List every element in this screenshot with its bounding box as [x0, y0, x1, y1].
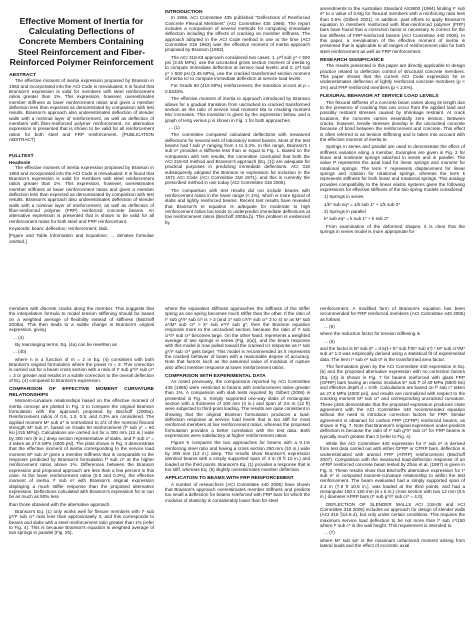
fulltext-heading: FULLTEXT	[9, 154, 34, 160]
column-1-bottom	[9, 306, 154, 628]
body-paragraph: reinforcement. A modified form of Branson's equation has been recommended for FRP reinforced members (ACI Committee 440 2006) as follows	[320, 306, 465, 322]
intro-continued: amendments to the Australian Standard AS3600 (1994) limiting I* sub e* to a value of 0.6Ig for flexural members with a reinforcing ratio less than 0.5% (Gilbert 2001). In addition, past efforts to apply Branson's equation to members reinforced with fiber-reinforced polymer (FRP) bars have found that a correction factor is necessary to correct for the low stiffness of FRP-reinforced beams (ACI Committee 440 2006). In this paper, a reevaluation of the effective moment of inertia is presented that is applicable to all ranges of reinforcement ratio for both steel reinforcement as well as FRP reinforcement.	[320, 6, 465, 54]
body-paragraph: than those obtained with the alternative approach.	[9, 501, 111, 507]
intro-paragraph: For Grade 60 (415 MPa) reinforcement, the transition occurs at p = 0.8333%.	[165, 83, 310, 94]
column-2-top	[165, 6, 310, 304]
research-significance-heading: RESEARCH SIGNIFICANCE	[320, 58, 384, 64]
comparison-heading: COMPARISON OF EFFECTIVE MOMENT CURVATURE RELATIONSHIPS	[9, 387, 154, 398]
headnote-heading: Headnote	[9, 159, 31, 165]
figure-note: [Figure and Table Information and Equations; ... denotes formulae omitted.]	[9, 233, 154, 244]
column-1-top	[9, 6, 154, 304]
frp-heading: APPLICATION TO BEAMS WITH FRP REINFORCEMENT	[165, 476, 294, 482]
intro-paragraph: The comparison with test results did not include beams with reinforcement ratios in the lower range (< 1%), which is more typical of slabs and lightly reinforced beams. Recent test results have revealed that Branson's Ie equation is adequate for moderate to high reinforcement ratios but tends to underpredict immediate deflections at low reinforcement ratios (Bischoff 2005a,b). This problem is evidenced by	[165, 187, 310, 225]
introduction-heading: INTRODUCTION	[165, 10, 203, 15]
body-paragraph: DEFLECTION OF SLENDER WALLS ACI 318-05 and ACI Committee 318 2005) includes an approach for design of slender walls (ACI 318 §14.8.4), but only under certain conditions. This requires the maximum service load deflection to be not more than l* sub c*/150 where l* sub c* is the wall height. This requirement is intended to	[320, 501, 465, 529]
column-3-top	[320, 6, 465, 304]
body-paragraph: where n is a function of m = 2 in Eq. (4) consistent with both Branson's original formulation where the power m = 3. This correction is carried out for a beam cross section with a ratio of I* sub g*/I* sub cr* = 3 or greater and results in a subtle correction to the overall deflection of Eq. (4) compared to Branson's expression.	[9, 356, 154, 384]
body-paragraph: members with discrete cracks along the member. This suggests that the interpolation formula to model tension stiffening should be based on a weighted average of flexibility instead of stiffness (Bischoff 2005a). This then leads to a subtle change in Branson's original expression, giving	[9, 306, 154, 333]
intro-paragraph: The ACI 318-63 approach considered two cases: 1. p*f sub y* < 500 psi (3.45 MPa), use the uncracked gross section moment of inertia Ig to compute immediate deflection at service load levels; and 2. p*f sub y* > 500 psi (3.45 MPa), use the cracked transformed section moment of inertia Icr to compute immediate deflection at service load levels.	[165, 54, 310, 82]
body-paragraph: As noted previously, the comparisons reported by ACI Committee 435 (1966) were restricted to beams with reinforcement ratios greater than 1%. A comparison with slab tests reported by Gilbert (2006) is presented in Fig. 6. Simply supported one-way slabs of rectangular section with a thickness of 100 mm (4 in.) and span of 3.6 m (12 ft) were subjected to third-point loading. The results are quite consistent in showing that the original Branson formulation produces a load-deflection response at service load levels that is too stiff for most reinforced members at low reinforcement ratios, whereas the proposed formulation provides a better correlation with the test data. Both expressions were satisfactory at higher reinforcement ratios.	[165, 379, 310, 438]
flexural-paragraph: Springs in series and parallel are used to demonstrate the effect of stiffness variation along a member. Examples are given in Fig. 2 for linear and nonlinear springs attached in series and in parallel. The value P represents the axial load for linear springs and moment for rotational springs. The term Y represents displacement for linear springs and rotation for rotational springs, whereas the term k represents stiffness for both linear and rotational springs. This analogy provides compatibility to the linear elastic systems gives the following expressions for effective stiffness of the two spring models considered:	[320, 144, 465, 192]
flexural-behavior-heading: FLEXURAL BEHAVIOR AT SERVICE LOAD LEVELS	[320, 94, 439, 100]
body-paragraph: and the factor is B* sub d* = 0.5(1+ E* sub f*/E* sub s*) * M* sub cr*/M* sub a* 1.0 was empirically derived using a statistical fit of experimental data. The term I* sub e* sub 0* is the transformed area factor.	[320, 346, 465, 362]
body-paragraph: Moment-curvature relationships based on the effective moment of inertia concept are plotted in Fig. 3 to compare the original Branson formulation with the approach proposed by Bischoff (2005a). Reinforcement ratios of 0.5, 1.0, 0.5, and 0.3% are considered. The applied moment M* sub a* is normalized to 2/3 of the nominal flexural strength M* sub n*, based on Grade 60 reinforcement (f* sub y* = 60 ksi [415 MPa]). Calculations are carried out for a 300 mm (12 in.) wide by 300 mm (8 in.) deep section representative of slabs, and f* sub c* = 4 taken as 27.6 MPa (4000 psi). The plots shown in Fig. 3 demonstrate that the effective moment of inertia corresponding to the service load moment M* sub a* gives a member stiffness that is comparable to the response predicted by Branson's formulation f* sub ci* at the higher reinforcement ratios above 1%. Differences between the Branson expression and proposed approach are less than a few percent in this case. At the lower reinforcement ratios (0.5 and 0.3%), the effective moment of inertia I* sub e* with Branson's original expression displaying a much stiffer response than the proposed alternative expression. Deflections calculated with Branson's expression for Ie can be as much as 50% less	[9, 398, 154, 500]
body-paragraph: where the reduction factor for tension stiffening is	[320, 331, 421, 337]
headnote-text: The effective moment of inertia expression proposed by Branson in 1963 and incorporated into the ACI Code is reevaluated. It is found that Branson's expression is valid for members with steel reinforcement ratios greater than 1%. This expression, however, overestimates member stiffness at lower reinforcement ratios and gives a member deflection less than expected as demonstrated by comparison with test results. Branson's approach also underestimates deflection of slender walls with a nominal layer of reinforcement, as well as deflection of fiber-reinforced polymer (FRP) reinforced concrete beams. An alternative expression is presented that is shown to be valid for all reinforcement ratios for both steel and FRP reinforcement.	[9, 165, 154, 224]
intro-paragraph: The effective moment of inertia Ie approach introduced by Branson allows for a gradual transition from uncracked to cracked transformed section as the ratio of service load moment Ma to cracking moment Mcr increases. This transition is given by the expression below, and a graph of Ie/Ig versus p is shown in Fig. 1 for both approaches.	[165, 96, 310, 123]
column-2-bottom	[165, 306, 310, 628]
body-paragraph: A number of researchers (ACI Committee 440 2006) have shown that Branson's approach overestimates member stiffness and predicts too small a deflection for beams reinforced with FRP bars for which the modulus of elasticity is considerably lower than for steel	[165, 481, 310, 503]
research-significance-text: The results presented in this paper are directly applicable to design practice related to deflection control of structural concrete members. This paper shows that the current ACI Code expression for Ie underestimates deflection of lightly reinforced concrete members (p < 1%) and FRP reinforced members (p < 2.5%).	[320, 63, 465, 90]
body-paragraph: By rearranging terms, Eq. (4a) can be rewritten as	[15, 342, 117, 348]
spring-equation: k* sub eq* = k sub 1* + k sub 2*	[324, 216, 389, 222]
abstract-text: The effective moment of inertia expression proposed by Branson in 1963 and incorporated into the ACI Code is reevaluated. It is found that Branson's expression is valid for members with steel reinforcement ratios greater than 1%. This expression, however, overestimates member stiffness at lower reinforcement ratios and gives a member deflection less than expected as demonstrated by comparison with test results. Branson's approach also underestimates deflection of slender walls with a nominal layer of reinforcement, as well as deflection of members with fiber-reinforced polymer reinforcement. An alternative expression is presented that is shown to be valid for all reinforcement ratios for both steel and FRP reinforcement. [PUBLICATION ABSTRACT]	[9, 78, 154, 143]
body-paragraph: The formulation given by the ACI Committee 440 expression in Eq. (5) and the proposed alternative expression with no correction factors (Eq. (4)) is shown in Fig. 7 for beams reinforced with glass FRP (GFRP) bars having an elastic modulus E* sub f* of 40 MPa (5800 ksi) and effective depth d = 0.9h. Calculations are based on f* sub c* taken as 27.6 MPa (4000 psi), and results are normalized with respect to the cracking moment M* sub cr* and corresponding uncracked curvature. These plots demonstrate that the proposed expression produces close agreement with the ACI Committee 440 recommended equation without the need to introduce correction factors for FRP. Similar agreement is obtained for carbon FRP (CFRP) reinforced beams, as shown in Fig. 7. Note that Branson's original expression under-predicts deflection is because the ratio of I* sub g*/I* sub cr* for FRP beams is typically much greater than 3 (refer to Fig. 4).	[320, 364, 465, 439]
intro-paragraph: The committee compared calculated deflections with measured deflections for several sets of laboratory tested beams. Most of the test beams had f sub y* ranging from 1 to 3.2%. In this range, Branson's I sub e* provides a stiffness less than or equal to Fig. 1. Based on the comparison with test results, the committee concluded that both the ACI 318-63 method and Branson's approach (Eq. (1)) are adequate for practical purposes in predicting immediate deflections. ACI 318 subsequently adopted the Branson Ie expression for inclusion in the 1971 ACI Code (ACI Committee 318 1971), and this is currently the prescribed method in use today (ACI Committee 318 2005).	[165, 132, 310, 186]
spring-equation: 1/k* sub eq* = 1/k sub 1* + 1/k sub 2*	[324, 201, 401, 207]
body-paragraph: where M* sub sa* is the maximum unfactored moment arising from lateral loads and the effect of eccentric axial	[320, 537, 465, 549]
paper-title: Effective Moment of Inertia for Calculating Deflections of Concrete Members Containing Steel Reinforcement and Fiber-Reinforced Polymer Reinforcement	[9, 16, 154, 67]
equation-7: ... (7)	[324, 530, 335, 536]
spring-case: 2) Springs in parallel	[324, 209, 366, 215]
flexural-paragraph: From examination of the deformed shapes, it is clear that the springs in series model is more appropriate for	[320, 223, 465, 235]
body-paragraph: Figure 6 compares the two approaches for beams with a 0.1% reinforcing steel ratio and having a cross section 250 mm (10 in.) wide by 300 mm (12 in.) deep. The results show Branson's expression identical beams with a simply supported span of 3 m (9 ft 10 in.) and loaded at the third points. Branson's Eq. (1) provides a response that is too stiff, whereas Eq. (6) slightly overestimates member deflection.	[165, 440, 310, 472]
flexural-paragraph: The flexural stiffness of a concrete beam varies along its length due to the presence of cracking that can occur from the applied load and possibly restraint stresses caused by shrinkage restraint. At crack locations, the concrete carries essentially zero tension. Between cracks, however, tensile stresses develop in the uncracked concrete because of bond between the reinforcement and concrete. This effect is often referred to as tension stiffening and is taken into account with the effective moment of inertia Ie.	[320, 99, 465, 142]
body-paragraph: where the equivalent stiffness approaches the stiffness of the stiffer spring as one spring becomes much stiffer than the other. If the ratio of I* sub g*/I* sub cr* is > 3 (and 1* sub ci*/I* sub cr* 3 to 4) or as M* sub a*/M* sub cr* > k* sub e*/I* sub g*, then the Branson equation responds more to the uncracked section, because the ratio of I* sub ci*/I* sub cr* becomes large. On the other hand, represents a weighted average of two springs in series (Fig. 2(a)), and the beam response with this model is now pulled toward the cracked Icr response as I* sub g*/I* sub cr* gets larger. This model is recommended as it represents the cracked behavior of beam with a reasonable degree of accuracy. Note that factors such as the assumed value of modulus of rupture also affect member response at lower reinforcement ratios.	[165, 306, 310, 370]
body-paragraph: While the ACI Committee 440 expression for I* sub e* is derived from test data carried out with either GFRP or CFRP bars, deflection is underestimated with aramid FRP (AFRP) reinforcement (Bischoff 2007). Comparison with the measured load-deflection response of an AFRP reinforced concrete beam tested by Zhao et al. (1997) is given in Fig. 8. These results show that Bischoff's alternative expression for I* sub e* is computed moment-curvature relationship to within the test reinforcement. The beam evaluated had a simply supported span of 2.4 m (7.9 ft 10.5 in.), was loaded at the third points, and had a rectangular 150 x 150 mm (6 x 6 in.) cross section with two 12 mm (0.5 in.) diameter AFRP bars (I* sub g*/I* sub cr* = 4.0).	[320, 440, 465, 500]
keywords: Keywords: beam; deflection; reinforcement; slab.	[9, 225, 109, 231]
column-3-bottom	[320, 306, 465, 628]
equation-4b: ... (4b)	[13, 349, 27, 355]
equation-5: ... (5)	[324, 324, 335, 330]
body-paragraph: Branson's Eq. (1) only works well for flexure members with I* sub g*/I* sub cr* ratio less than approximately 3, and this corresponds to beams and slabs with a steel reinforcement ratio greater than 1% (refer to Fig. 4). This is because Branson's equation is weighted average of two springs in parallel (Fig. 2b),	[9, 509, 154, 536]
abstract-heading: ABSTRACT	[9, 73, 36, 79]
intro-paragraph: In 1966, ACI Committee 435 published "Deflections of Reinforced Concrete Flexural Members" (ACI Committee 435 1966). The report includes a comparison of several methods for computing immediate deflection including the effects of cracking on member stiffness. The approach adopted in the ACI Code method in use at the time (ACI Committee 318 1963) was the effective moment of inertia approach proposed by Branson (1963).	[165, 15, 310, 53]
equation-1: ... (1)	[169, 124, 180, 130]
experimental-comparison-heading: COMPARISON WITH EXPERIMENTAL DATA	[165, 374, 266, 380]
spring-case: 1) Springs in series	[324, 194, 364, 200]
equation-6: ... (6)	[324, 338, 335, 344]
equation-4: ... (4)	[13, 334, 24, 340]
